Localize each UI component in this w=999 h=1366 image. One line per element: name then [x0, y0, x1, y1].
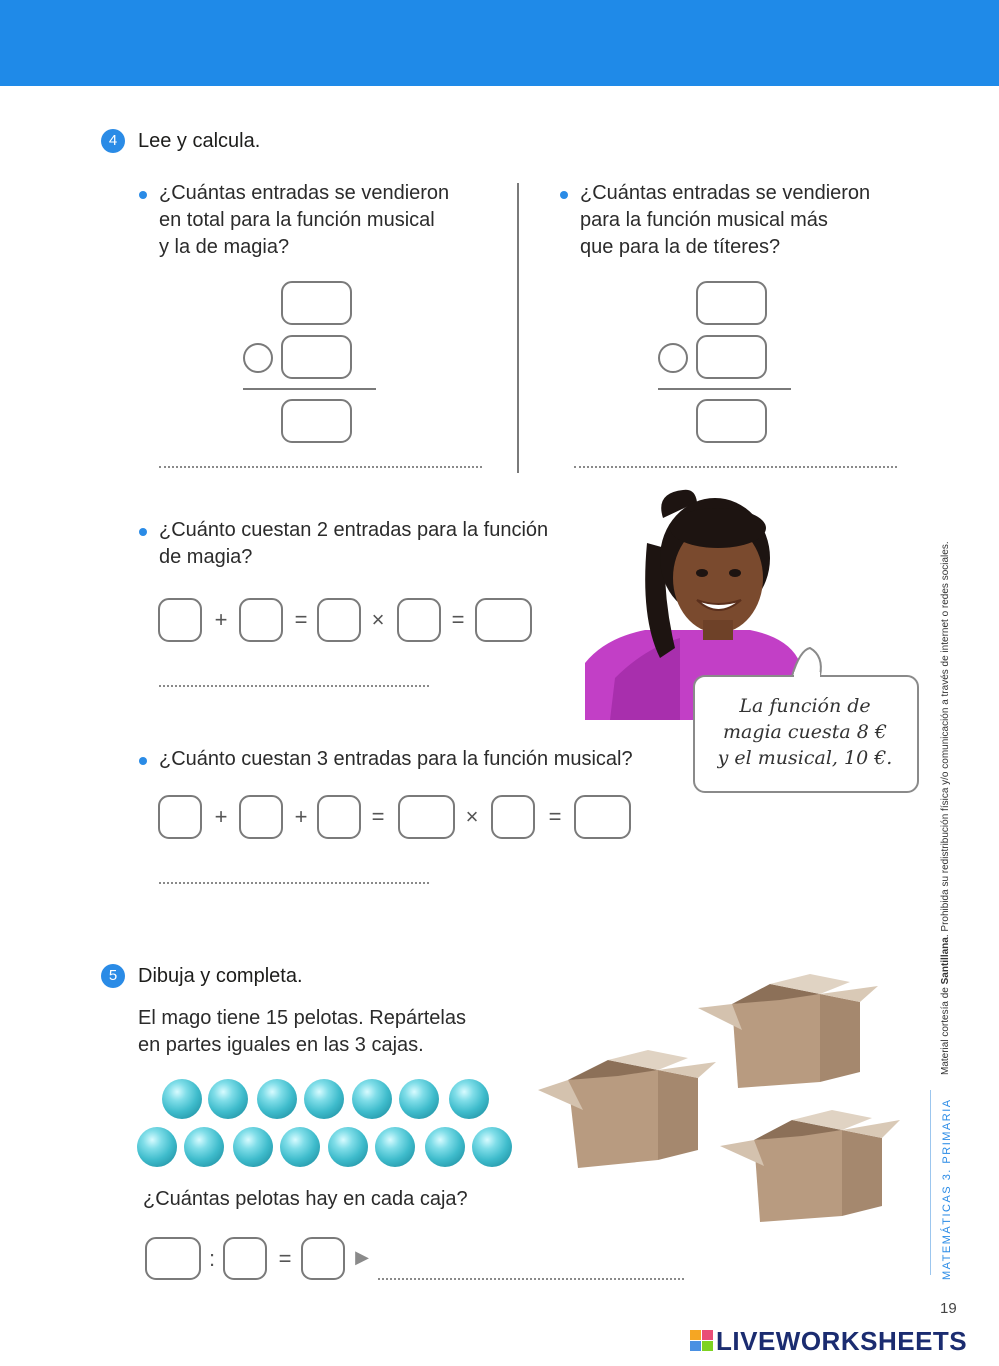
ball	[280, 1127, 320, 1167]
bullet-icon	[139, 528, 147, 536]
ball	[328, 1127, 368, 1167]
operator-circle[interactable]	[658, 343, 688, 373]
answer-box[interactable]	[475, 598, 532, 642]
page-number: 19	[940, 1300, 957, 1317]
operator-circle[interactable]	[243, 343, 273, 373]
footer-brand[interactable]: LIVEWORKSHEETS	[716, 1326, 968, 1356]
ball	[399, 1079, 439, 1119]
cardboard-box	[720, 1108, 902, 1226]
ball	[352, 1079, 392, 1119]
ball	[137, 1127, 177, 1167]
ball	[472, 1127, 512, 1167]
bubble-tail-cover	[792, 672, 832, 680]
top-header-bar	[0, 0, 999, 86]
answer-box[interactable]	[574, 795, 631, 839]
answer-box[interactable]	[397, 598, 441, 642]
answer-box[interactable]	[281, 399, 352, 443]
sum-line	[658, 388, 791, 390]
speech-bubble-text: La función de magia cuesta 8 € y el musical, 10 €.	[717, 695, 893, 769]
exercise-title: Lee y calcula.	[138, 130, 261, 152]
answer-box[interactable]	[696, 281, 767, 325]
bullet-icon	[139, 757, 147, 765]
answer-line[interactable]	[574, 466, 897, 468]
equals-sign: =	[371, 804, 385, 829]
ball	[208, 1079, 248, 1119]
cardboard-box	[698, 972, 880, 1092]
copyright-notice: Material cortesía de Santillana. Prohibida su redistribución física y/o comunicación a través de internet o redes sociales.	[940, 541, 951, 1075]
question-text: ¿Cuánto cuestan 2 entradas para la función de magia?	[159, 519, 549, 568]
question-text: ¿Cuántas entradas se vendieron en total para la función musical y la de magia?	[159, 182, 450, 258]
question-text: ¿Cuántas entradas se vendieron para la función musical más que para la de títeres?	[580, 182, 871, 258]
answer-box[interactable]	[281, 335, 352, 379]
ball	[184, 1127, 224, 1167]
answer-box[interactable]	[158, 598, 202, 642]
answer-line[interactable]	[378, 1278, 684, 1280]
answer-box[interactable]	[239, 795, 283, 839]
ball	[304, 1079, 344, 1119]
plus-sign: +	[294, 804, 308, 829]
exercise-title: Dibuja y completa.	[138, 965, 303, 987]
answer-box[interactable]	[281, 281, 352, 325]
answer-box[interactable]	[145, 1237, 201, 1280]
bullet-icon	[560, 191, 568, 199]
ball	[425, 1127, 465, 1167]
answer-box[interactable]	[158, 795, 202, 839]
answer-box[interactable]	[398, 795, 455, 839]
exercise-number-badge: 5	[101, 964, 125, 988]
question-text: ¿Cuántas pelotas hay en cada caja?	[143, 1188, 468, 1210]
equals-sign: =	[278, 1246, 292, 1271]
answer-box[interactable]	[301, 1237, 345, 1280]
answer-box[interactable]	[239, 598, 283, 642]
equals-sign: =	[451, 607, 465, 632]
column-divider	[517, 183, 519, 473]
ball	[162, 1079, 202, 1119]
answer-box[interactable]	[696, 399, 767, 443]
answer-box[interactable]	[223, 1237, 267, 1280]
answer-box[interactable]	[696, 335, 767, 379]
division-sign: :	[208, 1246, 216, 1271]
ball	[233, 1127, 273, 1167]
side-rule	[930, 1090, 931, 1275]
times-sign: ×	[371, 607, 385, 632]
times-sign: ×	[465, 804, 479, 829]
ball	[257, 1079, 297, 1119]
exercise-text: El mago tiene 15 pelotas. Repártelas en partes iguales en las 3 cajas.	[138, 1007, 466, 1056]
answer-line[interactable]	[159, 466, 482, 468]
equals-sign: =	[548, 804, 562, 829]
cardboard-box	[538, 1050, 718, 1170]
answer-line[interactable]	[159, 882, 429, 884]
sum-line	[243, 388, 376, 390]
bullet-icon	[139, 191, 147, 199]
question-text: ¿Cuánto cuestan 3 entradas para la función musical?	[159, 748, 633, 770]
series-label: MATEMÁTICAS 3. PRIMARIA	[941, 1098, 953, 1280]
arrow-right-icon: ▶	[355, 1247, 369, 1267]
ball	[449, 1079, 489, 1119]
answer-line[interactable]	[159, 685, 429, 687]
answer-box[interactable]	[317, 795, 361, 839]
equals-sign: =	[294, 607, 308, 632]
answer-box[interactable]	[317, 598, 361, 642]
plus-sign: +	[214, 607, 228, 632]
ball	[375, 1127, 415, 1167]
answer-box[interactable]	[491, 795, 535, 839]
plus-sign: +	[214, 804, 228, 829]
liveworksheets-logo-icon	[690, 1330, 714, 1352]
exercise-number-badge: 4	[101, 129, 125, 153]
